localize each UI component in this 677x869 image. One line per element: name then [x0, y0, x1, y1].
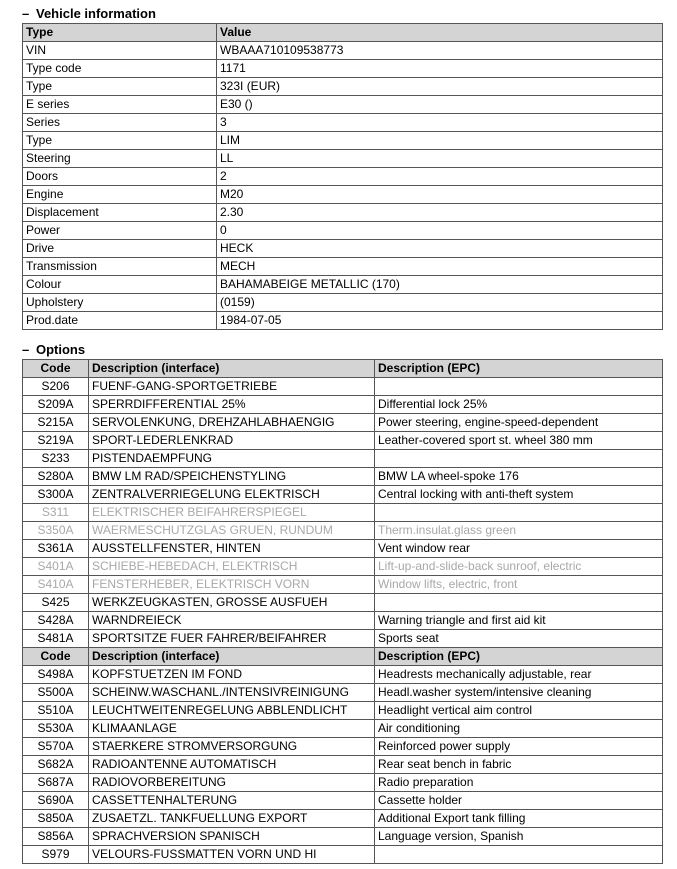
table-row — [23, 168, 663, 186]
cell-type: Upholstery — [23, 294, 217, 312]
cell-epc: Headlight vertical aim control — [375, 702, 663, 720]
cell-value: BAHAMABEIGE METALLIC (170) — [217, 276, 663, 294]
cell-epc: Window lifts, electric, front — [375, 576, 663, 594]
cell-interface: SPRACHVERSION SPANISCH — [89, 828, 375, 846]
column-header-epc: Description (EPC) — [375, 648, 663, 666]
cell-type: Steering — [23, 150, 217, 168]
table-row — [23, 150, 663, 168]
cell-code: S498A — [23, 666, 89, 684]
cell-code: S300A — [23, 486, 89, 504]
table-row — [23, 132, 663, 150]
cell-code: S979 — [23, 846, 89, 864]
cell-epc — [375, 378, 663, 396]
cell-epc: BMW LA wheel-spoke 176 — [375, 468, 663, 486]
cell-code: S682A — [23, 756, 89, 774]
cell-type: Transmission — [23, 258, 217, 276]
cell-epc: Power steering, engine-speed-dependent — [375, 414, 663, 432]
collapse-dash-icon[interactable]: – — [22, 342, 30, 357]
table-row — [23, 258, 663, 276]
options-table — [22, 359, 663, 864]
cell-type: Colour — [23, 276, 217, 294]
cell-epc: Headl.washer system/intensive cleaning — [375, 684, 663, 702]
table-row — [23, 42, 663, 60]
table-row — [23, 378, 663, 396]
cell-value: 1171 — [217, 60, 663, 78]
cell-epc — [375, 594, 663, 612]
table-row — [23, 540, 663, 558]
cell-epc: Therm.insulat.glass green — [375, 522, 663, 540]
cell-value: 0 — [217, 222, 663, 240]
cell-interface: FENSTERHEBER, ELEKTRISCH VORN — [89, 576, 375, 594]
column-header-code: Code — [23, 360, 89, 378]
cell-epc: Warning triangle and first aid kit — [375, 612, 663, 630]
cell-epc: Leather-covered sport st. wheel 380 mm — [375, 432, 663, 450]
cell-value: LIM — [217, 132, 663, 150]
table-row — [23, 756, 663, 774]
cell-code: S361A — [23, 540, 89, 558]
cell-type: VIN — [23, 42, 217, 60]
table-row — [23, 702, 663, 720]
cell-epc — [375, 450, 663, 468]
cell-value: 1984-07-05 — [217, 312, 663, 330]
table-row — [23, 312, 663, 330]
cell-code: S209A — [23, 396, 89, 414]
table-row — [23, 792, 663, 810]
cell-value: 2 — [217, 168, 663, 186]
cell-type: Drive — [23, 240, 217, 258]
table-row — [23, 486, 663, 504]
options-section-title: – Options — [22, 342, 86, 357]
table-row — [23, 684, 663, 702]
column-header-code: Code — [23, 648, 89, 666]
cell-interface: AUSSTELLFENSTER, HINTEN — [89, 540, 375, 558]
table-row — [23, 522, 663, 540]
cell-type: Type code — [23, 60, 217, 78]
cell-interface: SERVOLENKUNG, DREHZAHLABHAENGIG — [89, 414, 375, 432]
table-row — [23, 468, 663, 486]
cell-code: S401A — [23, 558, 89, 576]
cell-epc: Radio preparation — [375, 774, 663, 792]
cell-code: S280A — [23, 468, 89, 486]
cell-epc: Rear seat bench in fabric — [375, 756, 663, 774]
cell-value: 2.30 — [217, 204, 663, 222]
table-row — [23, 186, 663, 204]
table-row — [23, 828, 663, 846]
table-row — [23, 810, 663, 828]
cell-epc: Air conditioning — [375, 720, 663, 738]
cell-interface: LEUCHTWEITENREGELUNG ABBLENDLICHT — [89, 702, 375, 720]
collapse-dash-icon[interactable]: – — [22, 6, 30, 21]
table-header-row — [23, 648, 663, 666]
cell-epc: Differential lock 25% — [375, 396, 663, 414]
cell-epc: Lift-up-and-slide-back sunroof, electric — [375, 558, 663, 576]
cell-type: Engine — [23, 186, 217, 204]
cell-interface: WAERMESCHUTZGLAS GRUEN, RUNDUM — [89, 522, 375, 540]
cell-code: S410A — [23, 576, 89, 594]
cell-interface: RADIOANTENNE AUTOMATISCH — [89, 756, 375, 774]
cell-epc: Vent window rear — [375, 540, 663, 558]
cell-epc: Additional Export tank filling — [375, 810, 663, 828]
cell-epc — [375, 846, 663, 864]
table-row — [23, 78, 663, 96]
column-header-type: Type — [23, 24, 217, 42]
cell-value: M20 — [217, 186, 663, 204]
table-row — [23, 96, 663, 114]
cell-code: S850A — [23, 810, 89, 828]
cell-code: S687A — [23, 774, 89, 792]
cell-interface: SPORT-LEDERLENKRAD — [89, 432, 375, 450]
cell-interface: WARNDREIECK — [89, 612, 375, 630]
cell-value: HECK — [217, 240, 663, 258]
cell-value: 3 — [217, 114, 663, 132]
cell-epc: Central locking with anti-theft system — [375, 486, 663, 504]
cell-code: S311 — [23, 504, 89, 522]
table-header-row — [23, 24, 663, 42]
cell-interface: SCHIEBE-HEBEDACH, ELEKTRISCH — [89, 558, 375, 576]
cell-code: S233 — [23, 450, 89, 468]
cell-code: S690A — [23, 792, 89, 810]
cell-epc: Reinforced power supply — [375, 738, 663, 756]
column-header-epc: Description (EPC) — [375, 360, 663, 378]
table-row — [23, 414, 663, 432]
table-row — [23, 204, 663, 222]
cell-epc: Sports seat — [375, 630, 663, 648]
cell-type: Type — [23, 78, 217, 96]
cell-interface: SPORTSITZE FUER FAHRER/BEIFAHRER — [89, 630, 375, 648]
table-row — [23, 222, 663, 240]
cell-interface: RADIOVORBEREITUNG — [89, 774, 375, 792]
cell-interface: ZENTRALVERRIEGELUNG ELEKTRISCH — [89, 486, 375, 504]
table-row — [23, 504, 663, 522]
cell-interface: SCHEINW.WASCHANL./INTENSIVREINIGUNG — [89, 684, 375, 702]
cell-code: S350A — [23, 522, 89, 540]
cell-code: S425 — [23, 594, 89, 612]
cell-interface: CASSETTENHALTERUNG — [89, 792, 375, 810]
cell-epc: Headrests mechanically adjustable, rear — [375, 666, 663, 684]
cell-interface: WERKZEUGKASTEN, GROSSE AUSFUEH — [89, 594, 375, 612]
table-row — [23, 240, 663, 258]
cell-interface: SPERRDIFFERENTIAL 25% — [89, 396, 375, 414]
table-row — [23, 738, 663, 756]
cell-epc: Cassette holder — [375, 792, 663, 810]
cell-value: 323I (EUR) — [217, 78, 663, 96]
table-row — [23, 558, 663, 576]
cell-interface: FUENF-GANG-SPORTGETRIEBE — [89, 378, 375, 396]
vehicle-section-title: – Vehicle information — [22, 6, 156, 21]
cell-code: S215A — [23, 414, 89, 432]
cell-interface: KOPFSTUETZEN IM FOND — [89, 666, 375, 684]
cell-code: S481A — [23, 630, 89, 648]
cell-interface: ELEKTRISCHER BEIFAHRERSPIEGEL — [89, 504, 375, 522]
cell-code: S206 — [23, 378, 89, 396]
table-row — [23, 720, 663, 738]
table-row — [23, 60, 663, 78]
cell-type: E series — [23, 96, 217, 114]
table-row — [23, 774, 663, 792]
table-row — [23, 630, 663, 648]
cell-value: MECH — [217, 258, 663, 276]
cell-interface: PISTENDAEMPFUNG — [89, 450, 375, 468]
cell-type: Power — [23, 222, 217, 240]
column-header-interface: Description (interface) — [89, 360, 375, 378]
table-row — [23, 594, 663, 612]
cell-code: S856A — [23, 828, 89, 846]
cell-interface: STAERKERE STROMVERSORGUNG — [89, 738, 375, 756]
table-row — [23, 432, 663, 450]
cell-interface: VELOURS-FUSSMATTEN VORN UND HI — [89, 846, 375, 864]
table-row — [23, 450, 663, 468]
cell-interface: ZUSAETZL. TANKFUELLUNG EXPORT — [89, 810, 375, 828]
cell-epc — [375, 504, 663, 522]
cell-type: Doors — [23, 168, 217, 186]
cell-type: Prod.date — [23, 312, 217, 330]
table-header-row — [23, 360, 663, 378]
cell-interface: BMW LM RAD/SPEICHENSTYLING — [89, 468, 375, 486]
table-row — [23, 396, 663, 414]
cell-type: Series — [23, 114, 217, 132]
cell-code: S500A — [23, 684, 89, 702]
column-header-value: Value — [217, 24, 663, 42]
table-row — [23, 114, 663, 132]
table-row — [23, 666, 663, 684]
cell-code: S428A — [23, 612, 89, 630]
cell-value: LL — [217, 150, 663, 168]
cell-value: WBAAA710109538773 — [217, 42, 663, 60]
cell-type: Displacement — [23, 204, 217, 222]
cell-epc: Language version, Spanish — [375, 828, 663, 846]
cell-type: Type — [23, 132, 217, 150]
table-row — [23, 612, 663, 630]
cell-value: E30 () — [217, 96, 663, 114]
cell-interface: KLIMAANLAGE — [89, 720, 375, 738]
cell-code: S570A — [23, 738, 89, 756]
cell-code: S530A — [23, 720, 89, 738]
cell-code: S510A — [23, 702, 89, 720]
table-row — [23, 276, 663, 294]
vehicle-info-table — [22, 23, 663, 330]
table-row — [23, 294, 663, 312]
column-header-interface: Description (interface) — [89, 648, 375, 666]
table-row — [23, 576, 663, 594]
cell-value: (0159) — [217, 294, 663, 312]
table-row — [23, 846, 663, 864]
cell-code: S219A — [23, 432, 89, 450]
